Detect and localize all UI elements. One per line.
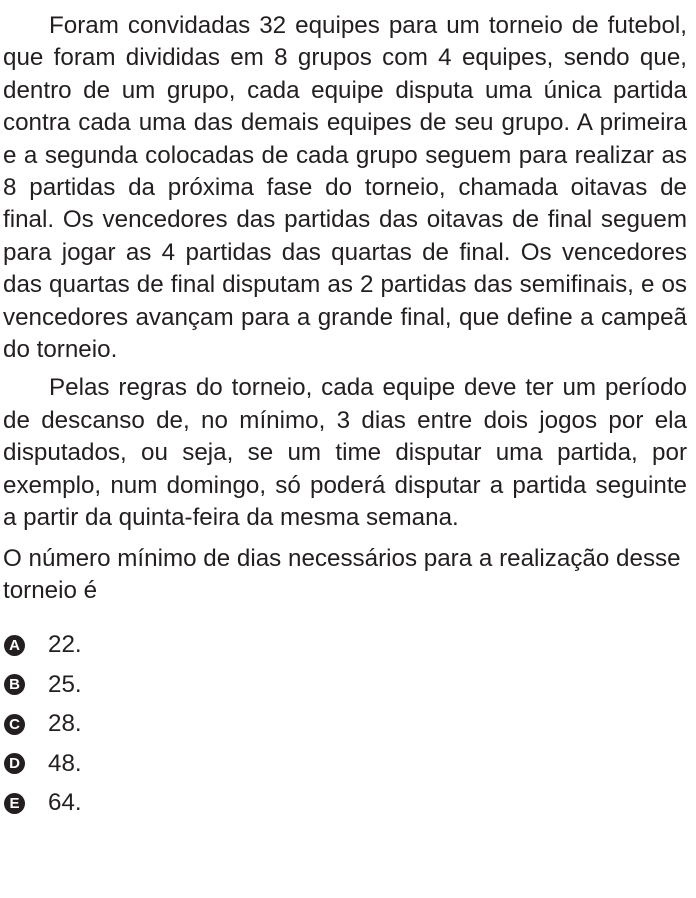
option-a-text: 22.	[48, 631, 82, 659]
option-e-letter-badge: E	[4, 793, 25, 814]
option-d-letter-badge: D	[4, 753, 25, 774]
option-c-text: 28.	[48, 710, 82, 738]
option-b-text: 25.	[48, 670, 82, 698]
paragraph-tournament-structure: Foram convidadas 32 equipes para um torneio de futebol, que foram divididas em 8 grupos com 4 equipes, sendo que, dentro de um grupo, cada equipe disputa uma única partida contra cada uma das demais equipes de seu grupo. A primeira e a segunda colocadas de cada grupo seguem para realizar as 8 partidas da próxima fase do torneio, chamada oitavas de final. Os vencedores das partidas das oitavas de final seguem para jogar as 4 partidas das quartas de final. Os vencedores das quartas de final disputam as 2 partidas das semifinais, e os vencedores avançam para a grande final, que define a campeã do torneio.	[3, 12, 687, 364]
option-c[interactable]	[3, 704, 687, 744]
option-a[interactable]	[3, 625, 687, 665]
option-d[interactable]	[3, 744, 687, 784]
answer-options	[3, 625, 687, 823]
question-prompt: O número mínimo de dias necessários para a realização desse torneio é	[3, 544, 681, 604]
paragraph-rest-rules: Pelas regras do torneio, cada equipe deve ter um período de descanso de, no mínimo, 3 dias entre dois jogos por ela disputados, ou seja, se um time disputar uma partida, por exemplo, num domingo, só poderá disputar a partida seguinte a partir da quinta-feira da mesma semana.	[3, 374, 687, 532]
option-a-letter-badge: A	[4, 635, 25, 656]
option-c-letter-badge: C	[4, 714, 25, 735]
option-b-letter-badge: B	[4, 674, 25, 695]
option-e[interactable]	[3, 783, 687, 823]
option-e-text: 64.	[48, 789, 82, 817]
option-d-text: 48.	[48, 749, 82, 777]
option-b[interactable]	[3, 665, 687, 705]
